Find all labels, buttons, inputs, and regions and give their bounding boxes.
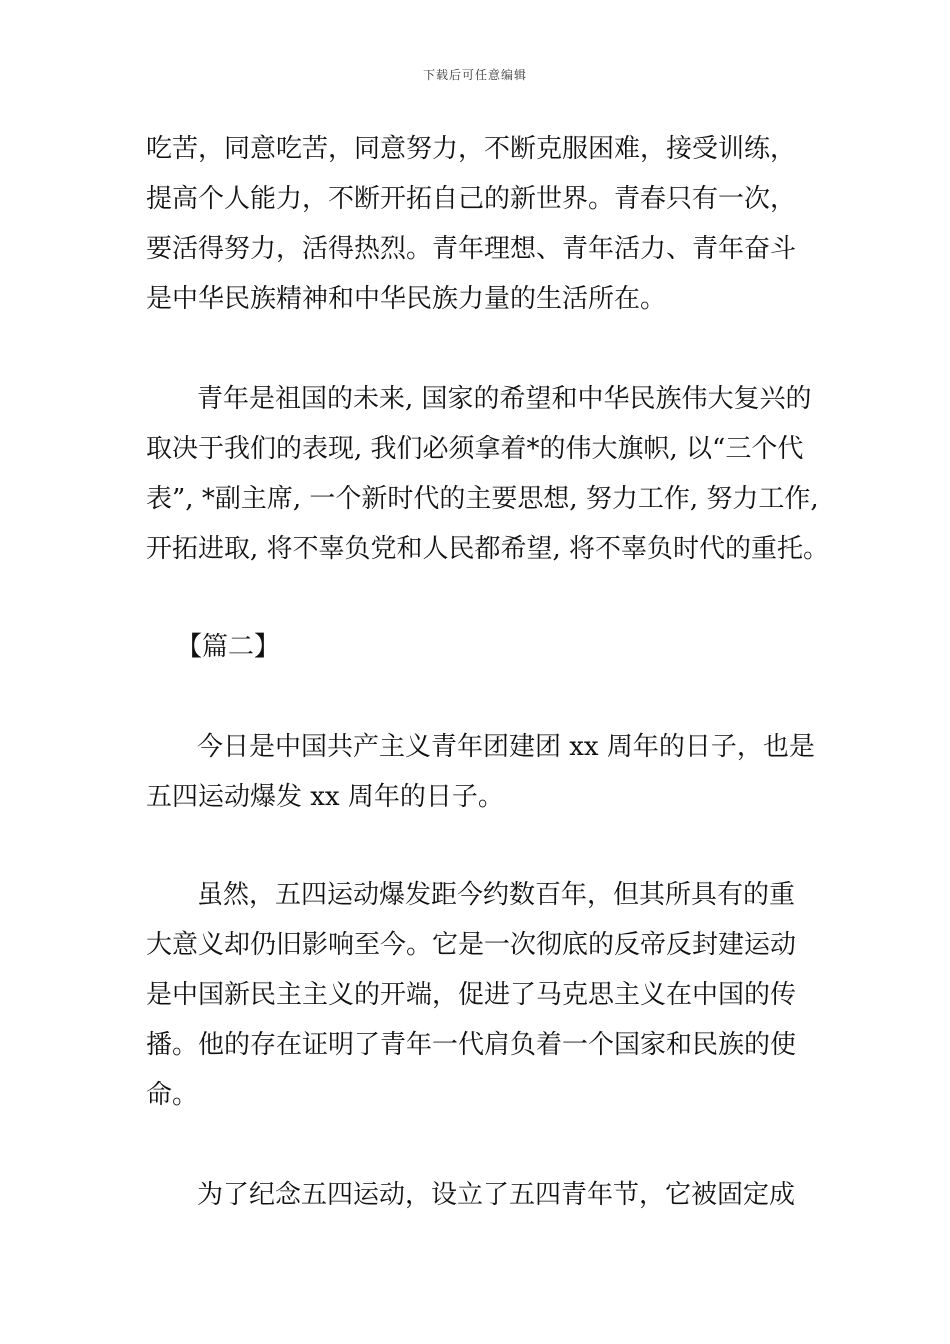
- paragraph-2-line-1: 青年是祖国的未来, 国家的希望和中华民族伟大复兴的: [197, 384, 812, 414]
- paragraph-3-line-2: 五四运动爆发 xx 周年的日子。: [146, 782, 504, 812]
- paragraph-4-line-3: 是中国新民主主义的开端，促进了马克思主义在中国的传: [146, 980, 797, 1010]
- paragraph-2-line-4: 开拓进取, 将不辜负党和人民都希望, 将不辜负时代的重托。: [146, 534, 830, 564]
- paragraph-1-line-3: 要活得努力，活得热烈。青年理想、青年活力、青年奋斗: [146, 234, 797, 264]
- paragraph-4-line-2: 大意义却仍旧影响至今。它是一次彻底的反帝反封建运动: [146, 930, 797, 960]
- paragraph-4-line-5: 命。: [146, 1080, 199, 1110]
- paragraph-1-line-2: 提高个人能力，不断开拓自己的新世界。青春只有一次，: [146, 184, 797, 214]
- paragraph-4-line-1: 虽然，五四运动爆发距今约数百年，但其所具有的重: [197, 880, 796, 910]
- paragraph-2-line-3: 表”, *副主席, 一个新时代的主要思想, 努力工作, 努力工作,: [146, 484, 819, 514]
- paragraph-4-line-4: 播。他的存在证明了青年一代肩负着一个国家和民族的使: [146, 1030, 797, 1060]
- paragraph-1-line-4: 是中华民族精神和中华民族力量的生活所在。: [146, 284, 667, 314]
- paragraph-5-line-1: 为了纪念五四运动，设立了五四青年节，它被固定成: [197, 1180, 796, 1210]
- section-heading: 【篇二】: [176, 632, 281, 662]
- paragraph-3-line-1: 今日是中国共产主义青年团建团 xx 周年的日子，也是: [197, 732, 815, 762]
- page-header: 下载后可任意编辑: [422, 68, 527, 82]
- paragraph-2-line-2: 取决于我们的表现, 我们必须拿着*的伟大旗帜, 以“三个代: [146, 434, 804, 464]
- paragraph-1-line-1: 吃苦，同意吃苦，同意努力，不断克服困难，接受训练，: [146, 134, 797, 164]
